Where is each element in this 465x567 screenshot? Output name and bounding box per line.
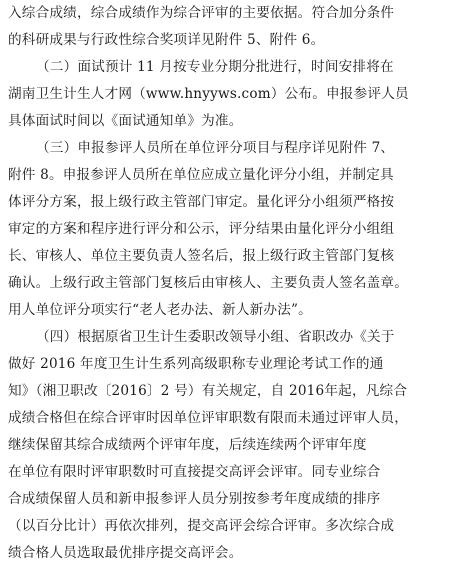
text-line: （二）面试预计 11 月按专业分期分批进行，时间安排将在 bbox=[36, 59, 394, 75]
text-line: 具体面试时间以《面试通知单》为准。 bbox=[8, 113, 243, 129]
text-line: 的科研成果与行政性综合奖项详见附件 5、附件 6。 bbox=[8, 32, 325, 48]
text-line: 确认。上级行政主管部门复核后由审核人、主要负责人签名盖章。 bbox=[8, 275, 409, 291]
text-line: 在单位有限时评审职数时可直接提交高评会评审。同专业综合 bbox=[8, 464, 381, 480]
text-line: 绩合格人员选取最优排序提交高评会。 bbox=[8, 545, 243, 561]
paragraph-4 bbox=[8, 324, 455, 567]
text-line: （四）根据原省卫生计生委职改领导小组、省职改办《关于 bbox=[36, 329, 395, 345]
text-line: 成绩合格但在综合评审时因单位评审职数有限而未通过评审人员， bbox=[8, 410, 409, 426]
paragraph-3 bbox=[8, 135, 455, 324]
text-line: 合成绩保留人员和新申报参评人员分别按参考年度成绩的排序 bbox=[8, 491, 381, 507]
text-line: 入综合成绩，综合成绩作为综合评审的主要依据。符合加分条件 bbox=[8, 5, 395, 21]
text-line: 知》（湘卫职改〔2016〕2 号）有关规定，自 2016年起，凡综合 bbox=[8, 383, 408, 399]
text-line: （以百分比计）再依次排列，提交高评会综合评审。多次综合成 bbox=[8, 518, 395, 534]
text-line: 用人单位评分项实行“老人老办法、新人新办法”。 bbox=[8, 302, 312, 318]
paragraph-2 bbox=[8, 54, 455, 135]
text-line: （三）申报参评人员所在单位评分项目与程序详见附件 7、 bbox=[36, 140, 395, 156]
text-line: 审定的方案和程序进行评分和公示，评分结果由量化评分小组组 bbox=[8, 221, 395, 237]
text-line: 做好 2016 年度卫生计生系列高级职称专业理论考试工作的通 bbox=[8, 356, 384, 372]
text-line: 体评分方案，报上级行政主管部门审定。量化评分小组须严格按 bbox=[8, 194, 395, 210]
text-line: 湖南卫生计生人才网（www.hnyyws.com）公布。申报参评人员 bbox=[8, 86, 409, 102]
paragraph-1 bbox=[8, 0, 455, 54]
text-line: 继续保留其综合成绩两个评审年度，后续连续两个评审年度 bbox=[8, 437, 367, 453]
text-line: 长、审核人、单位主要负责人签名后，报上级行政主管部门复核 bbox=[8, 248, 395, 264]
text-line: 附件 8。申报参评人员所在单位应成立量化评分小组，并制定具 bbox=[8, 167, 394, 183]
